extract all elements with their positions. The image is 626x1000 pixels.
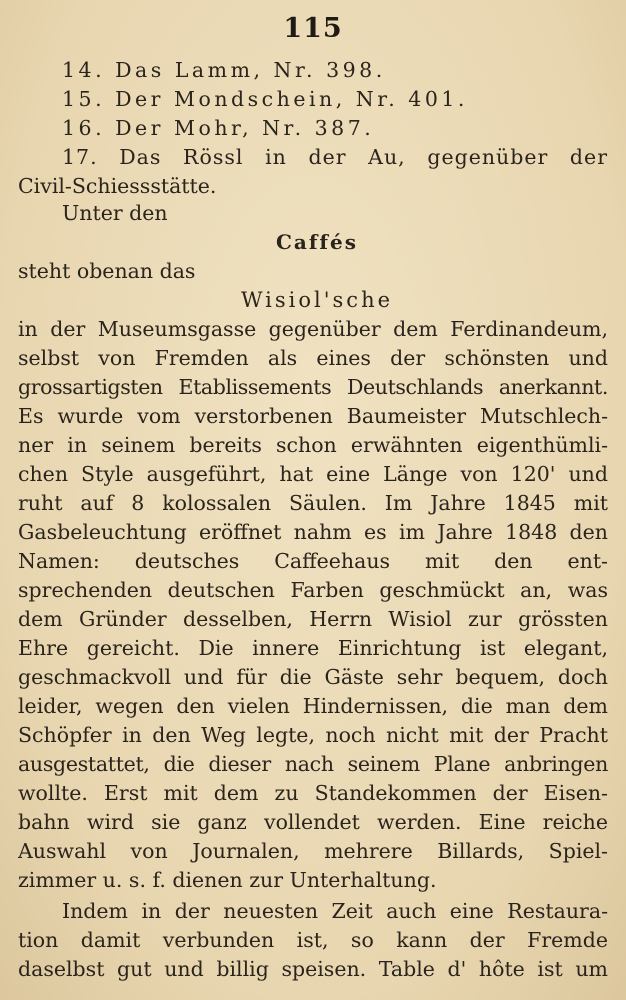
paragraph-line: Namen: deutsches Caffeehaus mit den ent- [18,549,608,573]
paragraph-line: wollte. Erst mit dem zu Standekommen der Eisen- [18,781,608,805]
list-item: Civil-Schiessstätte. [18,174,217,198]
paragraph-line: selbst von Fremden als eines der schönsten und [18,346,608,370]
page-number: 115 [283,13,343,44]
list-item: 16. Der Mohr, Nr. 387. [62,116,375,140]
paragraph-line: bahn wird sie ganz vollendet werden. Eine reiche [18,810,608,834]
list-item: 15. Der Mondschein, Nr. 401. [62,87,468,111]
subheading-wisiol: Wisiol'sche [240,288,394,312]
paragraph-line: Gasbeleuchtung eröffnet nahm es im Jahre 1848 den [18,520,608,544]
paragraph-line: Es wurde vom verstorbenen Baumeister Mutschlech- [18,404,608,428]
paragraph-line: daselbst gut und billig speisen. Table d' hôte ist um [18,957,608,981]
paragraph-line: sprechenden deutschen Farben geschmückt an, was [18,578,608,602]
paragraph-line: leider, wegen den vielen Hindernissen, die man dem [18,694,608,718]
paragraph-line: tion damit verbunden ist, so kann der Fremde [18,928,608,952]
paragraph-line: dem Gründer desselben, Herrn Wisiol zur grössten [18,607,608,631]
paragraph-line: in der Museumsgasse gegenüber dem Ferdinandeum, [18,317,608,341]
paragraph-line: chen Style ausgeführt, hat eine Länge von 120' und [18,462,608,486]
paragraph-line: ruht auf 8 kolossalen Säulen. Im Jahre 1845 mit [18,491,608,515]
paragraph-line: ausgestattet, die dieser nach seinem Plane anbringen [18,752,608,776]
paragraph-line: Auswahl von Journalen, mehrere Billards, Spiel- [18,839,608,863]
paragraph-line: Indem in der neuesten Zeit auch eine Restaura- [62,899,608,923]
section-heading-caffes: Caffés [275,230,359,254]
paragraph-line: grossartigsten Etablissements Deutschlands anerkannt. [18,375,608,399]
lead-line: steht obenan das [18,259,196,283]
paragraph-line: Schöpfer in den Weg legte, noch nicht mit der Pracht [18,723,608,747]
intro-line: Unter den [62,201,168,225]
paragraph-line: ner in seinem bereits schon erwähnten eigenthümli- [18,433,608,457]
paragraph-line: zimmer u. s. f. dienen zur Unterhaltung. [18,868,437,892]
list-item: 14. Das Lamm, Nr. 398. [62,58,386,82]
paragraph-line: Ehre gereicht. Die innere Einrichtung ist elegant, [18,636,608,660]
paragraph-line: geschmackvoll und für die Gäste sehr bequem, doch [18,665,608,689]
list-item: 17. Das Rössl in der Au, gegenüber der [62,145,608,169]
